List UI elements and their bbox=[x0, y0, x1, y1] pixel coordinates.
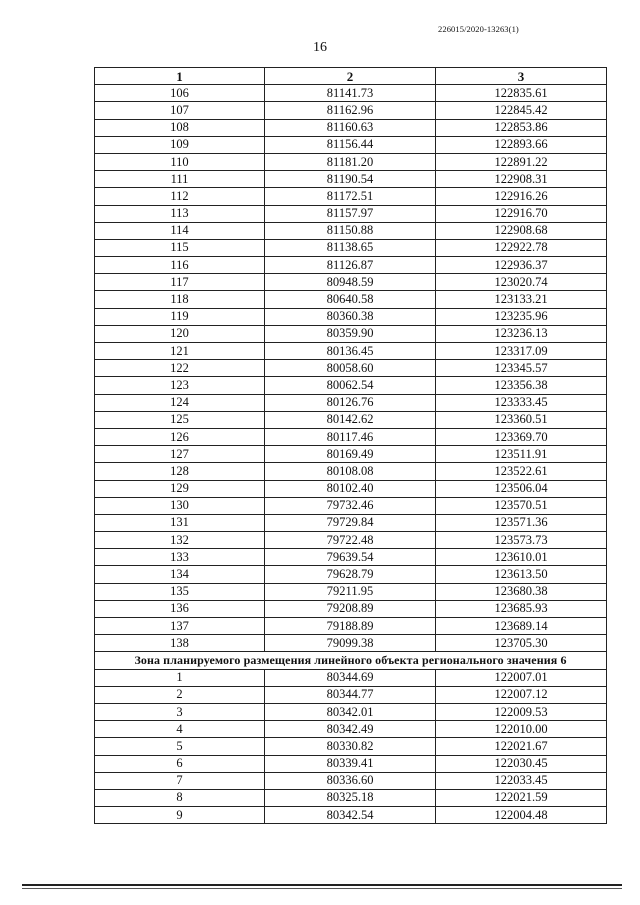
y-coordinate: 123235.96 bbox=[436, 308, 607, 325]
y-coordinate: 123506.04 bbox=[436, 480, 607, 497]
point-number: 4 bbox=[95, 721, 265, 738]
zone-table-body bbox=[95, 669, 607, 824]
x-coordinate: 81160.63 bbox=[265, 119, 436, 136]
y-coordinate: 122908.31 bbox=[436, 171, 607, 188]
point-number: 126 bbox=[95, 428, 265, 445]
column-header-2: 2 bbox=[265, 68, 436, 85]
zone-title-row bbox=[95, 652, 607, 669]
y-coordinate: 122007.01 bbox=[436, 669, 607, 686]
point-number: 137 bbox=[95, 618, 265, 635]
point-number: 125 bbox=[95, 411, 265, 428]
x-coordinate: 79729.84 bbox=[265, 514, 436, 531]
table-row bbox=[95, 428, 607, 445]
y-coordinate: 123236.13 bbox=[436, 325, 607, 342]
page-number: 16 bbox=[313, 40, 327, 55]
x-coordinate: 80336.60 bbox=[265, 772, 436, 789]
x-coordinate: 79099.38 bbox=[265, 635, 436, 652]
point-number: 131 bbox=[95, 514, 265, 531]
y-coordinate: 123317.09 bbox=[436, 343, 607, 360]
point-number: 3 bbox=[95, 703, 265, 720]
x-coordinate: 80342.01 bbox=[265, 703, 436, 720]
table-row bbox=[95, 411, 607, 428]
footer-rule bbox=[22, 884, 622, 886]
y-coordinate: 122853.86 bbox=[436, 119, 607, 136]
x-coordinate: 80342.49 bbox=[265, 721, 436, 738]
point-number: 9 bbox=[95, 807, 265, 824]
y-coordinate: 122908.68 bbox=[436, 222, 607, 239]
x-coordinate: 80342.54 bbox=[265, 807, 436, 824]
point-number: 1 bbox=[95, 669, 265, 686]
x-coordinate: 81190.54 bbox=[265, 171, 436, 188]
x-coordinate: 81172.51 bbox=[265, 188, 436, 205]
x-coordinate: 80325.18 bbox=[265, 789, 436, 806]
table-row bbox=[95, 738, 607, 755]
table-row bbox=[95, 222, 607, 239]
point-number: 115 bbox=[95, 239, 265, 256]
table-row bbox=[95, 377, 607, 394]
x-coordinate: 80062.54 bbox=[265, 377, 436, 394]
table-row bbox=[95, 85, 607, 102]
point-number: 128 bbox=[95, 463, 265, 480]
table-row bbox=[95, 446, 607, 463]
point-number: 114 bbox=[95, 222, 265, 239]
x-coordinate: 79188.89 bbox=[265, 618, 436, 635]
point-number: 119 bbox=[95, 308, 265, 325]
x-coordinate: 80339.41 bbox=[265, 755, 436, 772]
y-coordinate: 122009.53 bbox=[436, 703, 607, 720]
table-row bbox=[95, 291, 607, 308]
x-coordinate: 80142.62 bbox=[265, 411, 436, 428]
y-coordinate: 122021.59 bbox=[436, 789, 607, 806]
x-coordinate: 80169.49 bbox=[265, 446, 436, 463]
x-coordinate: 79732.46 bbox=[265, 497, 436, 514]
coordinates-table bbox=[94, 67, 607, 824]
x-coordinate: 81157.97 bbox=[265, 205, 436, 222]
y-coordinate: 122021.67 bbox=[436, 738, 607, 755]
point-number: 118 bbox=[95, 291, 265, 308]
y-coordinate: 122030.45 bbox=[436, 755, 607, 772]
y-coordinate: 122936.37 bbox=[436, 257, 607, 274]
x-coordinate: 81138.65 bbox=[265, 239, 436, 256]
x-coordinate: 80948.59 bbox=[265, 274, 436, 291]
point-number: 109 bbox=[95, 136, 265, 153]
y-coordinate: 123610.01 bbox=[436, 549, 607, 566]
point-number: 6 bbox=[95, 755, 265, 772]
point-number: 120 bbox=[95, 325, 265, 342]
y-coordinate: 122010.00 bbox=[436, 721, 607, 738]
y-coordinate: 123680.38 bbox=[436, 583, 607, 600]
point-number: 135 bbox=[95, 583, 265, 600]
table-row bbox=[95, 239, 607, 256]
point-number: 134 bbox=[95, 566, 265, 583]
x-coordinate: 81156.44 bbox=[265, 136, 436, 153]
point-number: 123 bbox=[95, 377, 265, 394]
point-number: 138 bbox=[95, 635, 265, 652]
table-row bbox=[95, 703, 607, 720]
x-coordinate: 80330.82 bbox=[265, 738, 436, 755]
table-row bbox=[95, 257, 607, 274]
point-number: 110 bbox=[95, 153, 265, 170]
y-coordinate: 123689.14 bbox=[436, 618, 607, 635]
y-coordinate: 122835.61 bbox=[436, 85, 607, 102]
x-coordinate: 81162.96 bbox=[265, 102, 436, 119]
x-coordinate: 81150.88 bbox=[265, 222, 436, 239]
table-row bbox=[95, 274, 607, 291]
column-header-1: 1 bbox=[95, 68, 265, 85]
y-coordinate: 123133.21 bbox=[436, 291, 607, 308]
point-number: 129 bbox=[95, 480, 265, 497]
x-coordinate: 81181.20 bbox=[265, 153, 436, 170]
table-row bbox=[95, 721, 607, 738]
point-number: 117 bbox=[95, 274, 265, 291]
table-row bbox=[95, 583, 607, 600]
x-coordinate: 79722.48 bbox=[265, 532, 436, 549]
x-coordinate: 79208.89 bbox=[265, 600, 436, 617]
point-number: 133 bbox=[95, 549, 265, 566]
point-number: 111 bbox=[95, 171, 265, 188]
point-number: 130 bbox=[95, 497, 265, 514]
y-coordinate: 122845.42 bbox=[436, 102, 607, 119]
table-row bbox=[95, 188, 607, 205]
table-row bbox=[95, 755, 607, 772]
y-coordinate: 123570.51 bbox=[436, 497, 607, 514]
x-coordinate: 80126.76 bbox=[265, 394, 436, 411]
point-number: 113 bbox=[95, 205, 265, 222]
y-coordinate: 123356.38 bbox=[436, 377, 607, 394]
x-coordinate: 80640.58 bbox=[265, 291, 436, 308]
table-row bbox=[95, 618, 607, 635]
y-coordinate: 123360.51 bbox=[436, 411, 607, 428]
x-coordinate: 80102.40 bbox=[265, 480, 436, 497]
table-row bbox=[95, 119, 607, 136]
table-row bbox=[95, 566, 607, 583]
x-coordinate: 81126.87 bbox=[265, 257, 436, 274]
table-row bbox=[95, 102, 607, 119]
table-row bbox=[95, 205, 607, 222]
y-coordinate: 123522.61 bbox=[436, 463, 607, 480]
table-row bbox=[95, 394, 607, 411]
y-coordinate: 122893.66 bbox=[436, 136, 607, 153]
x-coordinate: 80058.60 bbox=[265, 360, 436, 377]
table-row bbox=[95, 360, 607, 377]
table-row bbox=[95, 532, 607, 549]
x-coordinate: 79639.54 bbox=[265, 549, 436, 566]
point-number: 127 bbox=[95, 446, 265, 463]
y-coordinate: 123705.30 bbox=[436, 635, 607, 652]
point-number: 132 bbox=[95, 532, 265, 549]
y-coordinate: 123685.93 bbox=[436, 600, 607, 617]
y-coordinate: 123573.73 bbox=[436, 532, 607, 549]
y-coordinate: 123511.91 bbox=[436, 446, 607, 463]
point-number: 112 bbox=[95, 188, 265, 205]
x-coordinate: 81141.73 bbox=[265, 85, 436, 102]
table-row bbox=[95, 789, 607, 806]
y-coordinate: 123020.74 bbox=[436, 274, 607, 291]
y-coordinate: 122004.48 bbox=[436, 807, 607, 824]
point-number: 106 bbox=[95, 85, 265, 102]
point-number: 5 bbox=[95, 738, 265, 755]
table-row bbox=[95, 600, 607, 617]
table-row bbox=[95, 686, 607, 703]
x-coordinate: 79628.79 bbox=[265, 566, 436, 583]
table-row bbox=[95, 669, 607, 686]
document-id: 226015/2020-13263(1) bbox=[438, 24, 519, 34]
y-coordinate: 122922.78 bbox=[436, 239, 607, 256]
point-number: 2 bbox=[95, 686, 265, 703]
point-number: 7 bbox=[95, 772, 265, 789]
table-row bbox=[95, 772, 607, 789]
point-number: 107 bbox=[95, 102, 265, 119]
table-row bbox=[95, 136, 607, 153]
table-body bbox=[95, 85, 607, 652]
footer-rule-secondary bbox=[22, 888, 622, 889]
zone-section bbox=[95, 652, 607, 669]
table-row bbox=[95, 514, 607, 531]
table-row bbox=[95, 153, 607, 170]
y-coordinate: 122033.45 bbox=[436, 772, 607, 789]
column-header-3: 3 bbox=[436, 68, 607, 85]
table-row bbox=[95, 308, 607, 325]
table-row bbox=[95, 171, 607, 188]
y-coordinate: 123613.50 bbox=[436, 566, 607, 583]
point-number: 116 bbox=[95, 257, 265, 274]
x-coordinate: 80344.69 bbox=[265, 669, 436, 686]
table-row bbox=[95, 325, 607, 342]
x-coordinate: 80136.45 bbox=[265, 343, 436, 360]
y-coordinate: 122916.26 bbox=[436, 188, 607, 205]
point-number: 124 bbox=[95, 394, 265, 411]
y-coordinate: 123571.36 bbox=[436, 514, 607, 531]
x-coordinate: 80360.38 bbox=[265, 308, 436, 325]
point-number: 8 bbox=[95, 789, 265, 806]
point-number: 122 bbox=[95, 360, 265, 377]
point-number: 136 bbox=[95, 600, 265, 617]
table-row bbox=[95, 480, 607, 497]
point-number: 108 bbox=[95, 119, 265, 136]
y-coordinate: 123369.70 bbox=[436, 428, 607, 445]
y-coordinate: 122891.22 bbox=[436, 153, 607, 170]
table-row bbox=[95, 343, 607, 360]
x-coordinate: 79211.95 bbox=[265, 583, 436, 600]
zone-title: Зона планируемого размещения линейного объекта регионального значения 6 bbox=[95, 652, 607, 669]
y-coordinate: 122916.70 bbox=[436, 205, 607, 222]
y-coordinate: 122007.12 bbox=[436, 686, 607, 703]
y-coordinate: 123333.45 bbox=[436, 394, 607, 411]
table-row bbox=[95, 497, 607, 514]
y-coordinate: 123345.57 bbox=[436, 360, 607, 377]
x-coordinate: 80108.08 bbox=[265, 463, 436, 480]
table-row bbox=[95, 463, 607, 480]
point-number: 121 bbox=[95, 343, 265, 360]
x-coordinate: 80344.77 bbox=[265, 686, 436, 703]
table-header-row bbox=[95, 68, 607, 85]
x-coordinate: 80359.90 bbox=[265, 325, 436, 342]
table-row bbox=[95, 635, 607, 652]
x-coordinate: 80117.46 bbox=[265, 428, 436, 445]
table-row bbox=[95, 549, 607, 566]
table-row bbox=[95, 807, 607, 824]
